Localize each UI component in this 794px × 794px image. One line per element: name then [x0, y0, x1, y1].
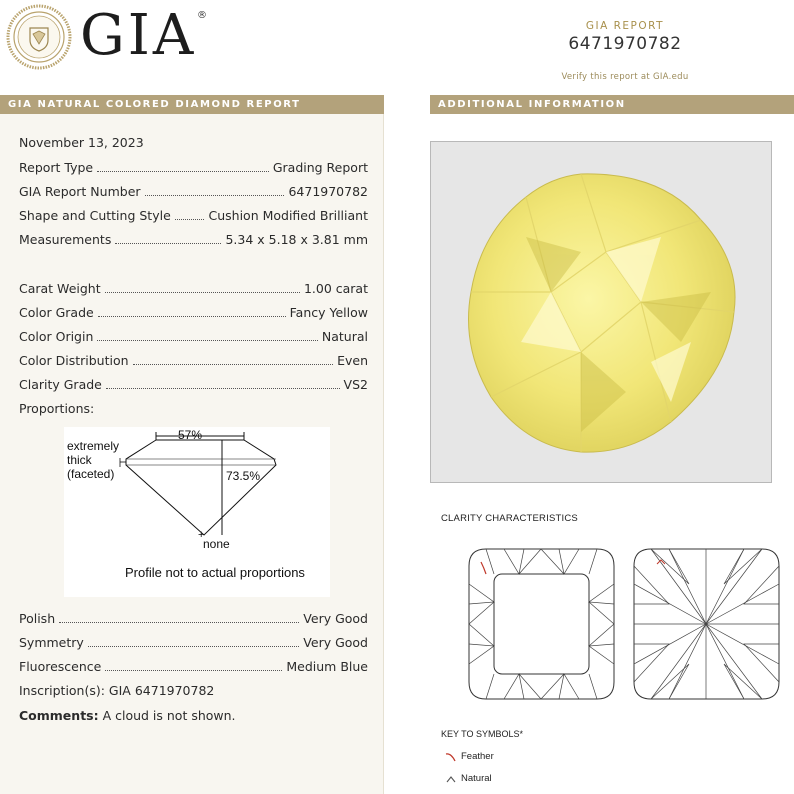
- gia-logo: GIA: [80, 3, 197, 68]
- leader-dots: [88, 634, 299, 647]
- pavilion-plot-diagram: [629, 544, 784, 704]
- key-to-symbols-title: KEY TO SYMBOLS*: [441, 729, 524, 739]
- grade-label: Carat Weight: [19, 281, 101, 296]
- proportions-diagram: [64, 427, 330, 597]
- finish-value: Medium Blue: [286, 659, 368, 674]
- detail-value: Grading Report: [272, 160, 368, 175]
- verify-link[interactable]: Verify this report at GIA.edu: [561, 72, 689, 82]
- grade-row-carat: [19, 280, 368, 298]
- leader-dots: [175, 207, 205, 220]
- feather-mark: [481, 562, 486, 574]
- diamond-photo: [430, 141, 772, 483]
- registered-mark: ®: [197, 10, 207, 21]
- clarity-characteristics-title: CLARITY CHARACTERISTICS: [441, 513, 578, 524]
- detail-label: GIA Report Number: [19, 184, 141, 199]
- detail-label: Shape and Cutting Style: [19, 208, 171, 223]
- comments-value: A cloud is not shown.: [98, 708, 236, 723]
- grade-row-color: [19, 304, 368, 322]
- finish-label: Fluorescence: [19, 659, 102, 674]
- table-percent: 57%: [177, 428, 203, 443]
- finish-row-polish: [19, 610, 368, 628]
- leader-dots: [133, 352, 334, 365]
- detail-value: 6471970782: [288, 184, 368, 199]
- leader-dots: [105, 280, 300, 293]
- detail-row-report-type: [19, 159, 368, 177]
- proportions-label: Proportions:: [19, 401, 95, 416]
- grade-row-color-origin: [19, 328, 368, 346]
- finish-label: Polish: [19, 611, 56, 626]
- grade-row-color-distribution: [19, 352, 368, 370]
- key-item-label: Natural: [461, 773, 492, 784]
- comments-label: Comments:: [19, 708, 99, 723]
- proportions-caption: Profile not to actual proportions: [125, 565, 305, 580]
- leader-dots: [97, 328, 318, 341]
- finish-row-fluorescence: [19, 658, 368, 676]
- finish-value: Very Good: [303, 635, 368, 650]
- key-item-feather: [445, 751, 494, 762]
- detail-label: Measurements: [19, 232, 112, 247]
- key-item-label: Feather: [461, 751, 494, 762]
- report-number: 6471970782: [568, 34, 682, 54]
- natural-icon: [445, 774, 457, 784]
- detail-row-shape: [19, 207, 368, 225]
- finish-value: Very Good: [303, 611, 368, 626]
- grade-label: Color Distribution: [19, 353, 129, 368]
- key-item-natural: [445, 773, 492, 784]
- grade-value: Even: [337, 353, 368, 368]
- feather-icon: [445, 752, 457, 762]
- detail-label: Report Type: [19, 160, 94, 175]
- left-section-title: GIA NATURAL COLORED DIAMOND REPORT: [0, 95, 384, 114]
- grade-value: Fancy Yellow: [289, 305, 368, 320]
- grade-value: 1.00 carat: [303, 281, 368, 296]
- grade-label: Color Origin: [19, 329, 94, 344]
- leader-dots: [106, 376, 340, 389]
- grade-label: Clarity Grade: [19, 377, 102, 392]
- girdle-line-1: extremely: [67, 439, 120, 453]
- detail-value: 5.34 x 5.18 x 3.81 mm: [225, 232, 368, 247]
- detail-value: Cushion Modified Brilliant: [208, 208, 368, 223]
- detail-row-measurements: [19, 231, 368, 249]
- grade-value: VS2: [343, 377, 368, 392]
- leader-dots: [115, 231, 221, 244]
- depth-percent: 73.5%: [226, 469, 261, 483]
- gia-seal-icon: [6, 4, 72, 70]
- grade-value: Natural: [321, 329, 368, 344]
- report-label: GIA REPORT: [585, 20, 665, 32]
- finish-label: Symmetry: [19, 635, 84, 650]
- right-section-title: ADDITIONAL INFORMATION: [430, 95, 794, 114]
- leader-dots: [98, 304, 286, 317]
- comments: [19, 707, 236, 725]
- girdle-line-3: (faceted): [67, 467, 115, 481]
- report-date: November 13, 2023: [19, 135, 144, 150]
- finish-row-symmetry: [19, 634, 368, 652]
- culet-label: none: [203, 537, 230, 551]
- crown-plot-diagram: [464, 544, 619, 704]
- culet-marker: +: [198, 529, 205, 541]
- leader-dots: [105, 658, 282, 671]
- grade-label: Color Grade: [19, 305, 94, 320]
- inscription: Inscription(s): GIA 6471970782: [19, 683, 215, 698]
- leader-dots: [97, 159, 269, 172]
- leader-dots: [59, 610, 299, 623]
- leader-dots: [145, 183, 285, 196]
- grade-row-clarity: [19, 376, 368, 394]
- detail-row-report-number: [19, 183, 368, 201]
- girdle-line-2: thick: [67, 453, 92, 467]
